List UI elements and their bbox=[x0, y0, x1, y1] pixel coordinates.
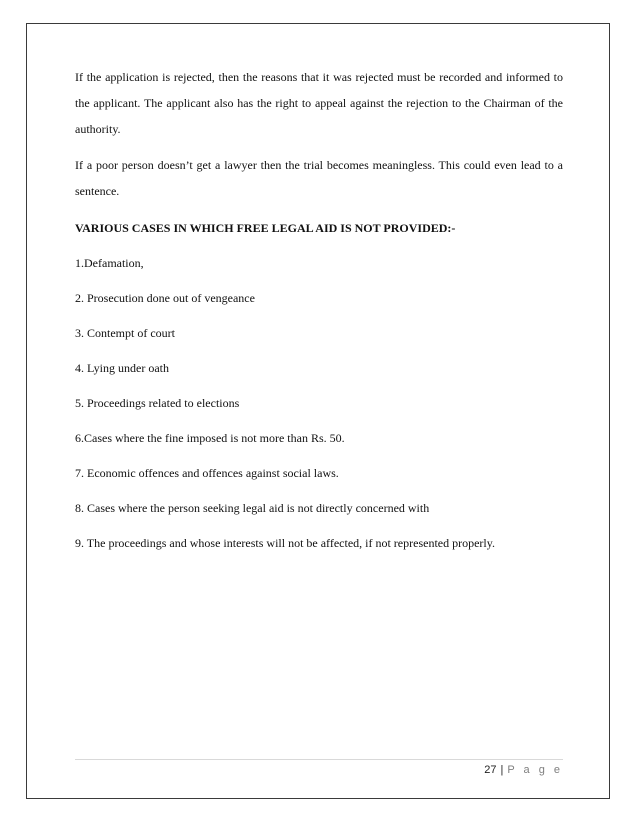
page-content bbox=[75, 64, 563, 555]
list-item: 2. Prosecution done out of vengeance bbox=[75, 291, 255, 305]
paragraph-rejection: If the application is rejected, then the reasons that it was rejected must be recorded and informed to the applicant. The applicant also has the right to appeal against the rejection to the Chairman of the authority. bbox=[75, 70, 563, 136]
list-item: 5. Proceedings related to elections bbox=[75, 396, 240, 410]
page-label: P a g e bbox=[507, 764, 563, 776]
paragraph-poor-person: If a poor person doesn’t get a lawyer then the trial becomes meaningless. This could even lead to a sentence. bbox=[75, 158, 563, 198]
list-item: 6.Cases where the fine imposed is not more than Rs. 50. bbox=[75, 431, 345, 445]
footer-divider bbox=[75, 759, 563, 760]
list-item: 4. Lying under oath bbox=[75, 361, 169, 375]
cases-list bbox=[75, 251, 563, 555]
page-footer bbox=[484, 764, 563, 776]
list-item: 1.Defamation, bbox=[75, 256, 144, 270]
footer-separator: | bbox=[500, 764, 504, 776]
section-heading: VARIOUS CASES IN WHICH FREE LEGAL AID IS NOT PROVIDED:- bbox=[75, 221, 456, 235]
list-item: 3. Contempt of court bbox=[75, 326, 175, 340]
list-item: 9. The proceedings and whose interests will not be affected, if not represented properly. bbox=[75, 536, 495, 550]
page-number: 27 bbox=[484, 764, 497, 776]
list-item: 7. Economic offences and offences against social laws. bbox=[75, 466, 339, 480]
list-item: 8. Cases where the person seeking legal aid is not directly concerned with bbox=[75, 501, 430, 515]
